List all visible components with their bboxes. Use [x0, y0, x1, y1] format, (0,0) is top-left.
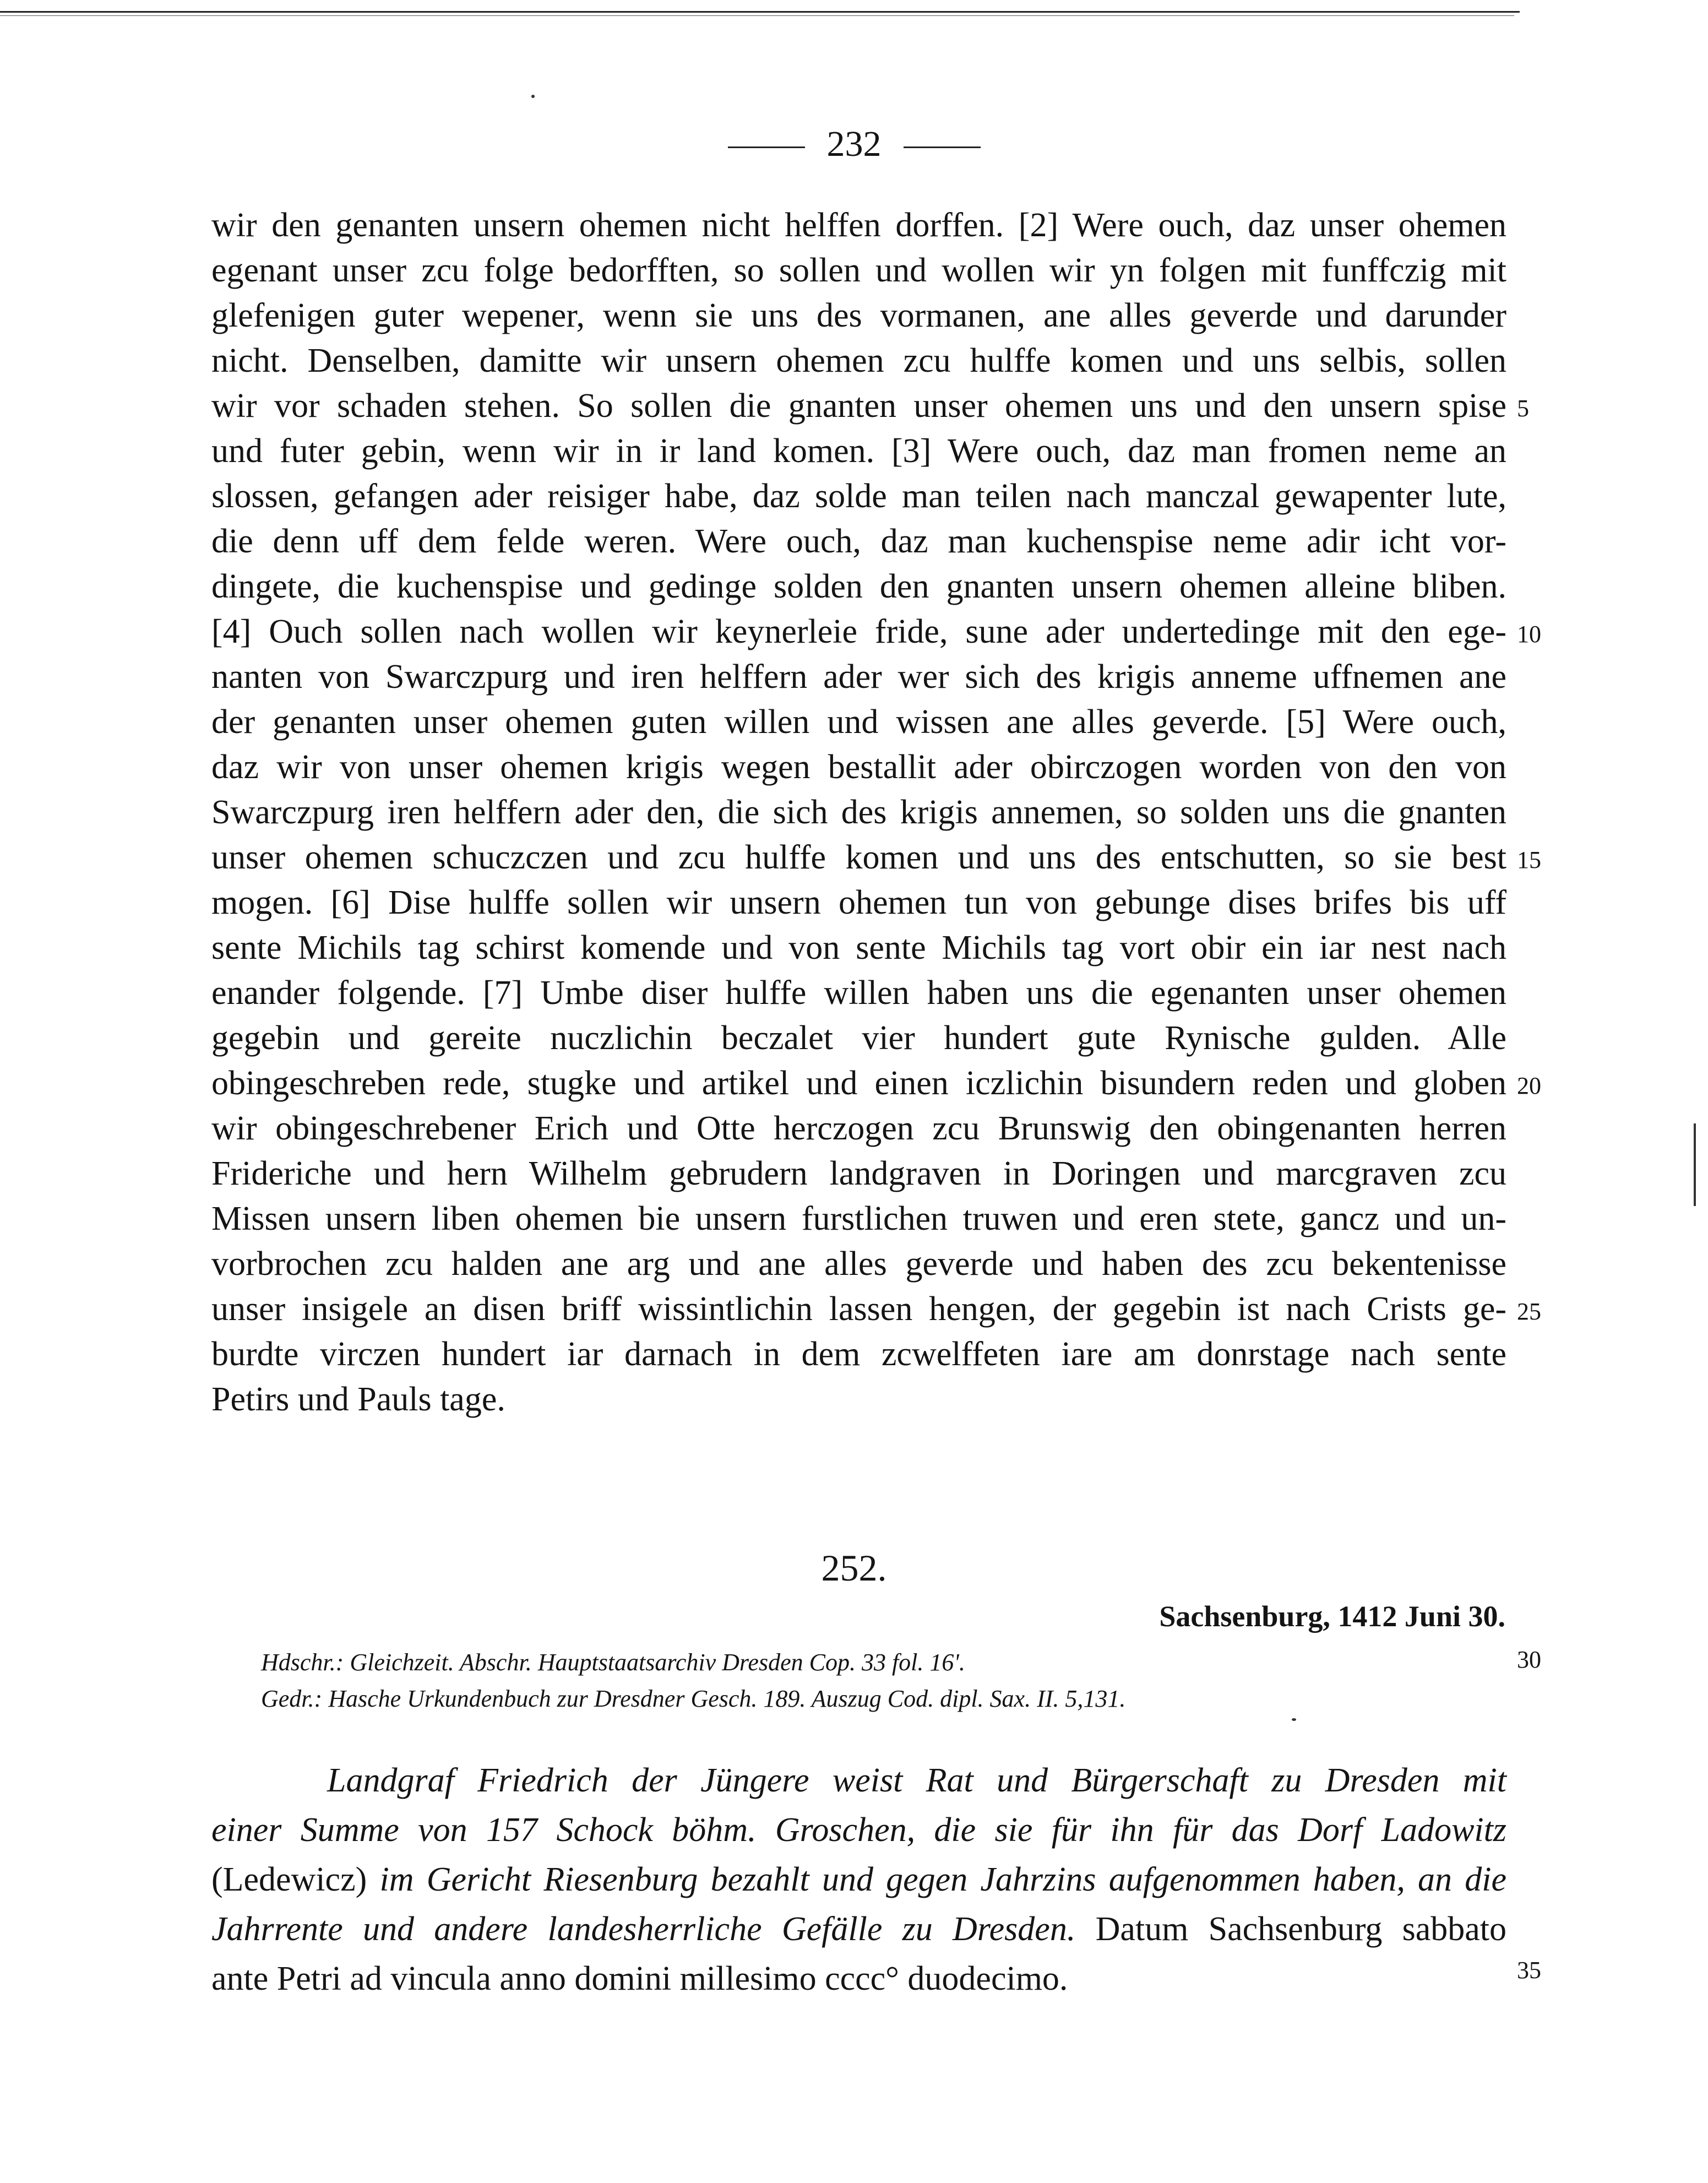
line-number-30: 30 [1517, 1646, 1541, 1673]
scan-speck [531, 95, 535, 98]
summary-text-italic: Jahrrente und andere landesherrliche Gefälle zu Dresden. [211, 1910, 1076, 1948]
summary-text-italic: im Gericht Riesenburg bezahlt und gegen Jahrzins aufgenommen haben, an die [379, 1861, 1507, 1898]
summary-text-upright: (Ledewicz) [211, 1861, 367, 1898]
body-text-line: Missen unsern liben ohemen bie unsern furstlichen truwen und eren stete, gancz und un- [211, 1200, 1506, 1237]
body-text-line: egenant unser zcu folge bedorfften, so sollen und wollen wir yn folgen mit funffczig mit [211, 252, 1506, 289]
source-references [261, 1644, 1125, 1717]
place-date-heading: Sachsenburg, 1412 Juni 30. [1159, 1600, 1505, 1633]
top-border-rule [0, 11, 1520, 13]
header-dash-left [728, 146, 805, 148]
body-text-line: der genanten unser ohemen guten willen und wissen ane alles geverde. [5] Were ouch, [211, 703, 1506, 741]
body-text-line: wir obingeschrebener Erich und Otte herczogen zcu Brunswig den obingenanten herren [211, 1110, 1506, 1147]
body-text-line: nanten von Swarczpurg und iren helffern ader wer sich des krigis anneme uffnemen ane [211, 658, 1506, 696]
body-text-line: die denn uff dem felde weren. Were ouch, daz man kuchenspise neme adir icht vor- [211, 523, 1506, 560]
line-number-10: 10 [1517, 621, 1541, 648]
document-number: 252. [821, 1547, 887, 1589]
line-number-5: 5 [1517, 395, 1529, 422]
summary-text-upright: Datum Sachsenburg sabbato [1095, 1910, 1507, 1948]
line-number-15: 15 [1517, 846, 1541, 873]
document-body-text [211, 203, 1506, 1422]
body-text-line: glefenigen guter wepener, wenn sie uns des vormanen, ane alles geverde und darunder [211, 297, 1506, 334]
summary-line: einer Summe von 157 Schock böhm. Groschen, die sie für ihn für das Dorf Ladowitz [211, 1811, 1506, 1849]
scan-speck [1292, 1718, 1296, 1721]
page-number: 232 [826, 124, 882, 164]
body-text-line: daz wir von unser ohemen krigis wegen bestallit ader obirczogen worden von den von [211, 748, 1506, 786]
body-text-line: und futer gebin, wenn wir in ir land komen. [3] Were ouch, daz man fromen neme an [211, 432, 1506, 470]
body-text-line: enander folgende. [7] Umbe diser hulffe willen haben uns die egenanten unser ohemen [211, 974, 1506, 1012]
body-text-line: unser ohemen schuczczen und zcu hulffe komen und uns des entschutten, so sie best [211, 839, 1506, 876]
body-text-line: Frideriche und hern Wilhelm gebrudern landgraven in Doringen und marcgraven zcu [211, 1155, 1506, 1192]
page-header [0, 122, 1708, 166]
line-number-35: 35 [1517, 1957, 1541, 1984]
document-summary [211, 1756, 1506, 2003]
body-text-line: wir vor schaden stehen. So sollen die gnanten unser ohemen uns und den unsern spise [211, 387, 1506, 425]
body-text-line: sente Michils tag schirst komende und von sente Michils tag vort obir ein iar nest nach [211, 929, 1506, 966]
summary-line: ante Petri ad vincula anno domini millesimo cccc° duodecimo. [211, 1960, 1068, 1997]
line-number-20: 20 [1517, 1072, 1541, 1099]
body-text-line: nicht. Denselben, damitte wir unsern ohemen zcu hulffe komen und uns selbis, sollen [211, 342, 1506, 379]
body-text-line: vorbrochen zcu halden ane arg und ane alles geverde und haben des zcu bekentenisse [211, 1245, 1506, 1283]
body-text-line: Swarczpurg iren helffern ader den, die sich des krigis annemen, so solden uns die gnanten [211, 794, 1506, 831]
source-manuscript: Hdschr.: Gleichzeit. Abschr. Hauptstaatsarchiv Dresden Cop. 33 fol. 16'. [261, 1649, 965, 1676]
body-text-line: burdte virczen hundert iar darnach in dem zcwelffeten iare am donrstage nach sente [211, 1335, 1506, 1373]
summary-line [211, 1855, 1506, 1904]
margin-scan-mark [1694, 1123, 1696, 1206]
body-text-line: wir den genanten unsern ohemen nicht helffen dorffen. [2] Were ouch, daz unser ohemen [211, 207, 1506, 244]
body-text-line: unser insigele an disen briff wissintlichin lassen hengen, der gegebin ist nach Crists ge- [211, 1290, 1506, 1328]
body-text-line: Petirs und Pauls tage. [211, 1381, 505, 1418]
body-text-line: gegebin und gereite nuczlichin beczalet vier hundert gute Rynische gulden. Alle [211, 1019, 1506, 1057]
line-number-25: 25 [1517, 1298, 1541, 1325]
source-print: Gedr.: Hasche Urkundenbuch zur Dresdner Gesch. 189. Auszug Cod. dipl. Sax. II. 5,131. [261, 1685, 1126, 1712]
body-text-line: mogen. [6] Dise hulffe sollen wir unsern ohemen tun von gebunge dises brifes bis uff [211, 884, 1506, 921]
summary-line [211, 1904, 1506, 1954]
body-text-line: obingeschreben rede, stugke und artikel und einen iczlichin bisundern reden und globen [211, 1065, 1506, 1102]
body-text-line: slossen, gefangen ader reisiger habe, daz solde man teilen nach manczal gewapenter lute, [211, 477, 1506, 515]
header-dash-right [904, 146, 981, 148]
body-text-line: dingete, die kuchenspise und gedinge solden den gnanten unsern ohemen alleine bliben. [211, 568, 1506, 605]
top-border-rule-thin [0, 15, 1514, 16]
body-text-line: [4] Ouch sollen nach wollen wir keynerleie fride, sune ader undertedinge mit den ege- [211, 613, 1506, 650]
summary-line: Landgraf Friedrich der Jüngere weist Rat und Bürgerschaft zu Dresden mit [327, 1762, 1506, 1799]
